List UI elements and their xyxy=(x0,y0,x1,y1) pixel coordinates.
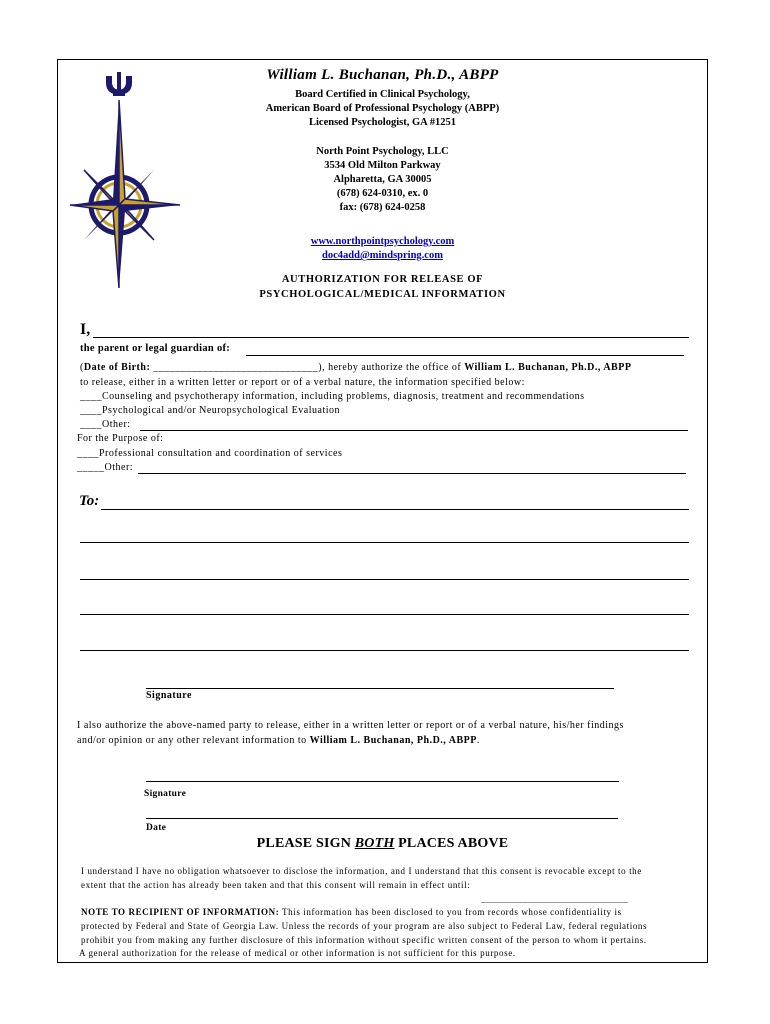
to-line-5[interactable] xyxy=(80,650,689,651)
certification-line-1: Board Certified in Clinical Psychology, xyxy=(295,89,470,100)
website-link[interactable]: www.northpointpsychology.com xyxy=(310,236,455,247)
to-line-3[interactable] xyxy=(80,579,689,580)
date-label: Date xyxy=(146,823,167,833)
to-line-4[interactable] xyxy=(80,614,689,615)
license-line: Licensed Psychologist, GA #1251 xyxy=(308,117,456,128)
email-link[interactable]: doc4add@mindspring.com xyxy=(322,250,443,261)
fax-number: fax: (678) 624-0258 xyxy=(339,202,426,213)
i-label: I, xyxy=(80,321,91,338)
purpose-other-line[interactable] xyxy=(138,473,686,474)
understand-line-2: extent that the action has already been taken and that this consent will remain in effect until: xyxy=(81,880,471,890)
notice-line-4: A general authorization for the release of medical or other information is not sufficient for this purpose. xyxy=(79,948,516,958)
to-line-1[interactable] xyxy=(101,509,689,510)
notice-line-3: prohibit you from making any further disclosure of this information without specific written consent of the person to whom it pertains. xyxy=(81,935,647,945)
purpose-other[interactable]: _____Other: xyxy=(77,462,134,473)
reverse-authorization-line-1: I also authorize the above-named party to release, either in a written letter or report or of a verbal nature, his/her findings xyxy=(77,720,624,731)
street-address: 3534 Old Milton Parkway xyxy=(324,160,441,171)
guardian-field-line[interactable] xyxy=(246,355,684,356)
dob-label: Date of Birth: xyxy=(83,362,151,373)
option-evaluation[interactable]: ____Psychological and/or Neuropsychological Evaluation xyxy=(80,405,341,416)
understand-line-1: I understand I have no obligation whatsoever to disclose the information, and I understand that this consent is revocable except to the xyxy=(81,866,642,876)
notice-line-2: protected by Federal and State of Georgia Law. Unless the records of your program are also subject to Federal Law, federal regulations xyxy=(81,921,648,931)
signature-1-line[interactable] xyxy=(146,688,614,689)
certification-line-2: American Board of Professional Psychology (ABPP) xyxy=(265,103,500,114)
city-address: Alpharetta, GA 30005 xyxy=(333,174,432,185)
notice-line-1: NOTE TO RECIPIENT OF INFORMATION: This information has been disclosed to you from records whose confidentiality is xyxy=(81,907,622,917)
to-line-2[interactable] xyxy=(80,542,689,543)
option-other-line[interactable] xyxy=(140,430,688,431)
to-label: To: xyxy=(79,493,100,509)
form-title-line-2: PSYCHOLOGICAL/MEDICAL INFORMATION xyxy=(259,289,506,300)
name-field-line[interactable] xyxy=(93,337,689,338)
date-line[interactable] xyxy=(146,818,618,819)
release-line: to release, either in a written letter or report or of a verbal nature, the information specified below: xyxy=(80,377,525,388)
guardian-label: the parent or legal guardian of: xyxy=(80,343,231,354)
psychologist-name: William L. Buchanan, Ph.D., ABPP xyxy=(266,67,499,83)
reverse-authorization-line-2: and/or opinion or any other relevant information to William L. Buchanan, Ph.D., ABPP. xyxy=(77,735,480,746)
signature-2-line[interactable] xyxy=(146,781,619,782)
consent-until-field[interactable]: ___________________________________ xyxy=(481,895,628,904)
form-title-line-1: AUTHORIZATION FOR RELEASE OF xyxy=(281,274,484,285)
purpose-label: For the Purpose of: xyxy=(77,433,164,444)
dob-field[interactable]: ______________________________ xyxy=(153,362,319,373)
signature-1-label: Signature xyxy=(146,690,192,701)
dob-authorized-name: William L. Buchanan, Ph.D., ABPP xyxy=(464,362,632,373)
dob-line: (Date of Birth: ______________________________), hereby authorize the office of William L. Buchanan, Ph.D., ABPP xyxy=(80,362,632,373)
option-counseling[interactable]: ____Counseling and psychotherapy information, including problems, diagnosis, treatment and recommendations xyxy=(80,391,585,402)
please-sign-both-notice: PLEASE SIGN BOTH PLACES ABOVE xyxy=(256,836,509,851)
phone-number: (678) 624-0310, ex. 0 xyxy=(336,188,429,199)
signature-2-label: Signature xyxy=(144,789,187,799)
purpose-consultation[interactable]: ____Professional consultation and coordination of services xyxy=(77,448,343,459)
practice-name: North Point Psychology, LLC xyxy=(316,146,449,157)
option-other[interactable]: ____Other: xyxy=(80,419,131,430)
